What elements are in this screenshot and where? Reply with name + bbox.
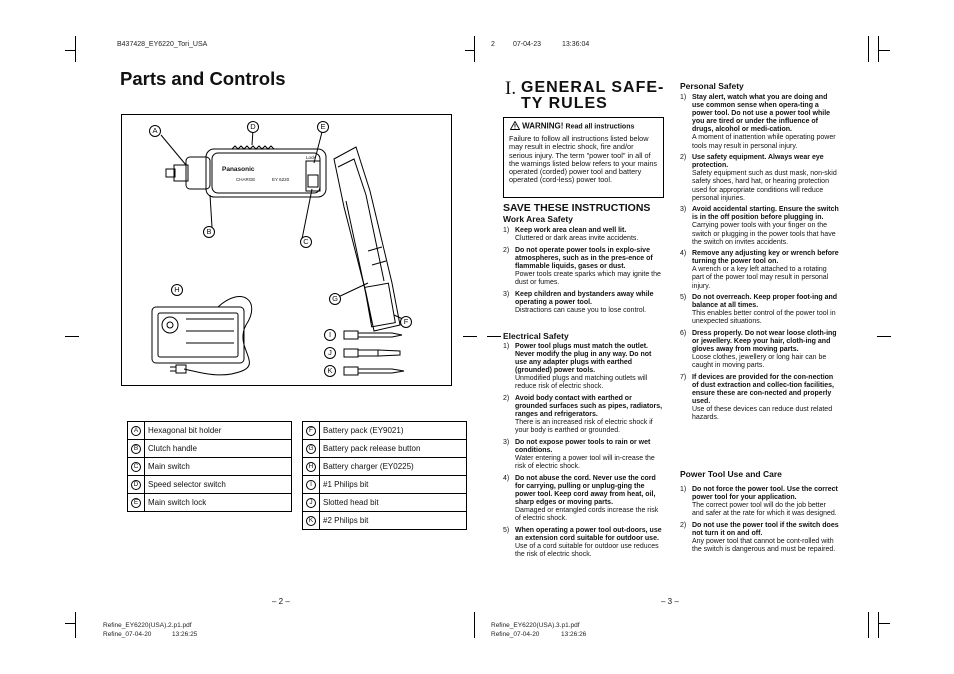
item-rule: Do not abuse the cord. Never use the cord for carrying, pulling or unplug-ging the power tool. Keep cord away from heat, oil, sharp edges or moving parts. (515, 474, 656, 507)
item-rule: Do not use the power tool if the switch does not turn it on and off. (692, 521, 839, 537)
footer-time-right: 13:26:26 (561, 631, 587, 638)
item-rule: Dress properly. Do not wear loose cloth-ing or jewellery. Keep your hair, cloth-ing and gloves away from moving parts. (692, 330, 837, 354)
list-item (503, 439, 663, 471)
drill-model: EY 6220 (272, 177, 290, 182)
item-explanation: The correct power tool will do the job better and safer at the rate for which it was designed. (692, 502, 837, 518)
work-area-list (503, 227, 663, 318)
part-letter: F (306, 426, 316, 436)
table-row (128, 494, 467, 512)
table-row (128, 422, 467, 440)
part-name: Slotted head bit (320, 494, 467, 512)
section-number: I. (505, 78, 517, 99)
section-title-line1: GENERAL SAFE- (521, 79, 665, 96)
item-number: 2) (680, 154, 687, 162)
item-explanation: A moment of inattention while operating power tools may result in personal injury. (692, 134, 836, 150)
list-item (503, 475, 663, 524)
item-number: 3) (503, 290, 510, 298)
figure-label-f: F (400, 316, 412, 328)
work-area-heading: Work Area Safety (503, 214, 573, 224)
table-row (128, 458, 467, 476)
warning-subheading: Read all instructions (565, 123, 635, 131)
part-letter: H (306, 462, 316, 472)
electrical-heading: Electrical Safety (503, 331, 569, 341)
warning-body: Failure to follow all instructions listed below may result in electric shock, fire and/or serious injury. The term "power tool" in all of the warnings listed below refers to your mains operated (corded) power tool and battery operated (cord-less) power tool. (509, 134, 658, 185)
item-rule: Avoid accidental starting. Ensure the switch is in the off position before plugging in. (692, 206, 839, 222)
part-letter: C (131, 462, 141, 472)
part-name: Battery pack release button (320, 440, 467, 458)
item-explanation: Cluttered or dark areas invite accidents. (515, 235, 639, 243)
item-explanation: A wrench or a key left attached to a rotating part of the power tool may result in personal injury. (692, 266, 829, 290)
table-row (128, 476, 467, 494)
item-rule: Stay alert, watch what you are doing and use common sense when opera-ting a power tool. Do not use a power tool while you are tired or under the influence of drugs, alcohol or medi-cation. (692, 94, 831, 134)
item-rule: Use safety equipment. Always wear eye protection. (692, 154, 824, 170)
table-row (128, 512, 467, 530)
figure-label-g: G (329, 293, 341, 305)
footer-time-left: 13:26:25 (172, 631, 198, 638)
list-item (680, 206, 839, 246)
item-number: 2) (503, 395, 510, 403)
item-rule: Do not operate power tools in explo-sive atmospheres, such as in the pres-ence of flammable liquids, gases or dust. (515, 246, 653, 270)
item-rule: Do not overreach. Keep proper foot-ing and balance at all times. (692, 294, 838, 310)
table-row (128, 440, 467, 458)
part-name: Clutch handle (145, 440, 292, 458)
figure-label-e: E (317, 121, 329, 133)
item-explanation: Water entering a power tool will in-crease the risk of electric shock. (515, 455, 655, 471)
item-explanation: This enables better control of the power tool in unexpected situations. (692, 310, 836, 326)
item-rule: Power tool plugs must match the outlet. Never modify the plug in any way. Do not use any adapter plugs with earthed (grounded) power tools. (515, 343, 652, 375)
header-date: 07-04-23 (513, 41, 542, 48)
item-rule: Do not force the power tool. Use the correct power tool for your application. (692, 486, 838, 502)
warning-triangle-icon (510, 121, 520, 132)
save-instructions-heading: SAVE THESE INSTRUCTIONS (503, 202, 651, 214)
item-number: 6) (680, 330, 687, 338)
list-item (503, 395, 663, 435)
footer-date-left: Refine_07-04-20 (103, 631, 152, 638)
item-number: 1) (503, 227, 510, 234)
page-number-left: – 2 – (272, 597, 290, 606)
item-number: 3) (680, 206, 687, 214)
personal-list (680, 94, 839, 426)
page-number-right: – 3 – (661, 597, 679, 606)
item-rule: Keep children and bystanders away while operating a power tool. (515, 290, 654, 306)
item-rule: Avoid body contact with earthed or grounded surfaces such as pipes, radiators, ranges and refrigerators. (515, 395, 663, 419)
list-item (503, 247, 663, 287)
list-item (680, 250, 839, 290)
list-item (680, 522, 839, 554)
item-explanation: Use of these devices can reduce dust related hazards. (692, 406, 833, 422)
figure-label-b: B (203, 226, 215, 238)
item-explanation: Safety equipment such as dust mask, non-skid safety shoes, hard hat, or hearing protection used for appropriate conditions will reduce personal injuries. (692, 170, 837, 202)
item-number: 5) (503, 526, 510, 534)
item-number: 3) (503, 439, 510, 447)
item-explanation: Loose clothes, jewellery or long hair can be caught in moving parts. (692, 354, 827, 370)
part-name: #1 Philips bit (320, 476, 467, 494)
warning-heading: WARNING! (522, 121, 564, 131)
part-letter: K (306, 516, 316, 526)
drill-illustration (122, 115, 451, 385)
part-letter: E (131, 498, 141, 508)
page-title-parts: Parts and Controls (120, 68, 286, 89)
part-name: Main switch lock (145, 494, 292, 512)
list-item (680, 154, 839, 203)
part-letter: G (306, 444, 316, 454)
item-explanation: Unmodified plugs and matching outlets will reduce risk of electric shock. (515, 375, 648, 391)
item-explanation: Distractions can cause you to lose control. (515, 306, 647, 314)
item-explanation: There is an increased risk of electric shock if your body is earthed or grounded. (515, 419, 653, 435)
list-item (503, 527, 663, 559)
power-tool-heading: Power Tool Use and Care (680, 469, 782, 479)
item-number: 1) (680, 94, 687, 101)
part-name: Battery charger (EY0225) (320, 458, 467, 476)
part-letter: I (306, 480, 316, 490)
list-item (503, 343, 663, 392)
warning-box (503, 117, 664, 198)
list-item (680, 486, 839, 518)
list-item (503, 227, 663, 243)
part-letter: J (306, 498, 316, 508)
list-item (680, 330, 839, 370)
item-rule: If devices are provided for the con-nection of dust extraction and collec-tion facilities, ensure these are con-nected and properly used. (692, 374, 834, 406)
figure-label-d: D (247, 121, 259, 133)
drill-lock-label: Lock (306, 155, 316, 160)
list-item (680, 94, 839, 151)
item-rule: Remove any adjusting key or wrench before turning the power tool on. (692, 250, 839, 266)
item-number: 4) (680, 250, 687, 258)
item-explanation: Any power tool that cannot be cont-rolled with the switch is dangerous and must be repaired. (692, 538, 836, 554)
item-explanation: Use of a cord suitable for outdoor use reduces the risk of electric shock. (515, 543, 659, 559)
part-letter: D (131, 480, 141, 490)
figure-label-a: A (149, 125, 161, 137)
item-rule: Keep work area clean and well lit. (515, 227, 627, 234)
footer-date-right: Refine_07-04-20 (491, 631, 540, 638)
drill-charge-label: CHARGE (236, 177, 256, 182)
parts-figure (121, 114, 452, 386)
part-name: Battery pack (EY9021) (320, 422, 467, 440)
section-title-line2: TY RULES (521, 95, 608, 112)
personal-heading: Personal Safety (680, 81, 744, 91)
figure-label-c: C (300, 236, 312, 248)
item-explanation: Carrying power tools with your finger on the switch or plugging in the power tools that have the switch on invites accidents. (692, 222, 836, 246)
power-tool-list (680, 486, 839, 558)
part-name: Main switch (145, 458, 292, 476)
part-name: Speed selector switch (145, 476, 292, 494)
list-item (680, 374, 839, 423)
header-file-name: B437428_EY6220_Tori_USA (117, 41, 208, 48)
electrical-list (503, 343, 663, 563)
figure-label-h: H (171, 284, 183, 296)
item-number: 2) (680, 521, 687, 529)
header-time: 13:36:04 (562, 41, 590, 48)
item-number: 4) (503, 474, 510, 482)
figure-label-k: K (324, 365, 336, 377)
item-number: 5) (680, 294, 687, 302)
part-letter: B (131, 444, 141, 454)
item-explanation: Power tools create sparks which may ignite the dust or fumes. (515, 270, 661, 287)
list-item (503, 291, 663, 315)
item-rule: When operating a power tool out-doors, use an extension cord suitable for outdoor use. (515, 526, 662, 543)
item-number: 7) (680, 374, 687, 381)
item-number: 1) (680, 486, 687, 493)
item-number: 1) (503, 343, 510, 350)
part-name: #2 Philips bit (320, 512, 467, 530)
parts-table (127, 421, 467, 530)
part-name: Hexagonal bit holder (145, 422, 292, 440)
figure-label-j: J (324, 347, 336, 359)
figure-label-i: I (324, 329, 336, 341)
footer-file-right: Refine_EY6220(USA).3.p1.pdf (491, 622, 580, 629)
item-explanation: Damaged or entangled cords increase the risk of electric shock. (515, 507, 659, 523)
drill-brand: Panasonic (222, 166, 255, 173)
item-number: 2) (503, 246, 510, 254)
part-letter: A (131, 426, 141, 436)
list-item (680, 294, 839, 326)
header-page: 2 (491, 41, 495, 48)
section-title (521, 80, 664, 112)
footer-file-left: Refine_EY6220(USA).2.p1.pdf (103, 622, 192, 629)
item-rule: Do not expose power tools to rain or wet conditions. (515, 439, 651, 455)
